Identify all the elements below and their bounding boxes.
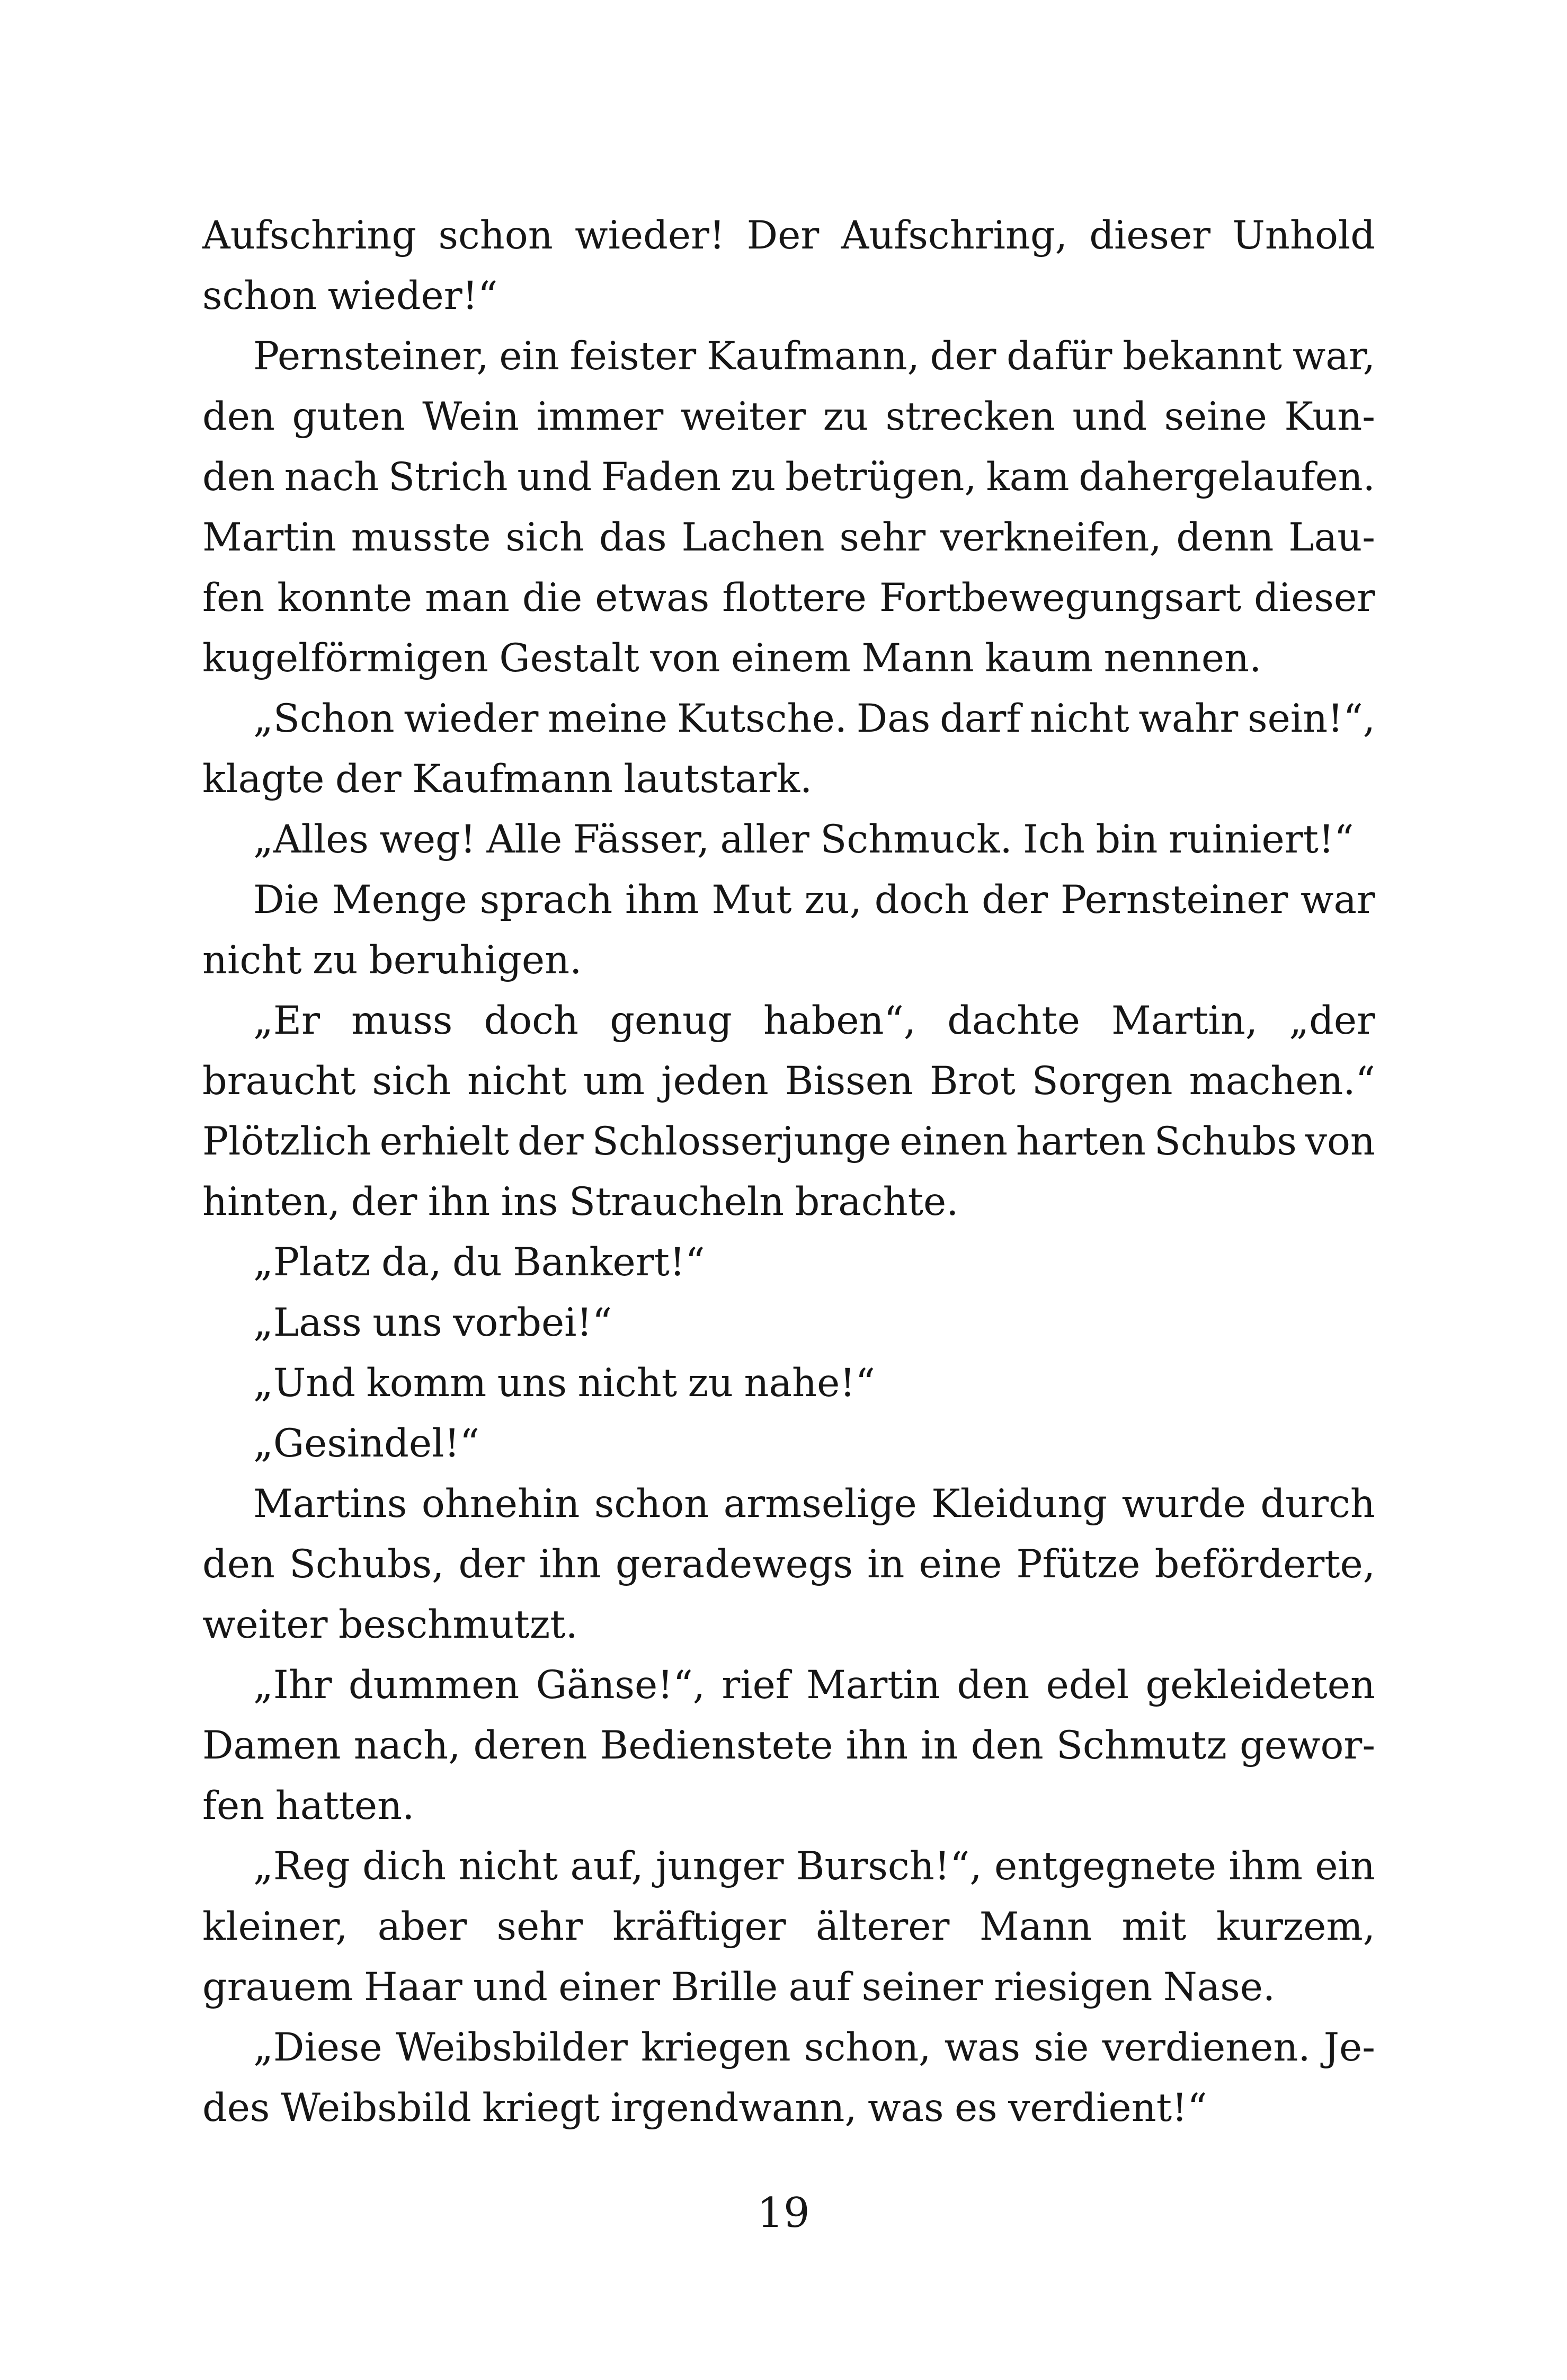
word: zu xyxy=(688,1361,734,1406)
word: nicht xyxy=(458,1844,558,1889)
word: gekleideten xyxy=(1145,1663,1375,1708)
word: bekannt xyxy=(1123,334,1283,379)
word: einen xyxy=(900,1119,1008,1164)
text-line xyxy=(202,1595,1375,1655)
word: was xyxy=(944,2025,1021,2070)
word: einem xyxy=(731,636,851,681)
text-line xyxy=(202,810,1375,870)
word: von xyxy=(1305,1119,1375,1164)
word: war, xyxy=(1292,334,1375,379)
text-line xyxy=(202,1474,1375,1534)
word: braucht xyxy=(202,1059,356,1104)
text-line xyxy=(202,1716,1375,1776)
word: Strich xyxy=(388,455,508,500)
word: der xyxy=(517,1119,584,1164)
word: uns xyxy=(497,1361,567,1406)
word: was xyxy=(868,2085,944,2130)
word: zu, xyxy=(804,877,862,922)
word: ohnehin xyxy=(421,1481,580,1526)
word: „der xyxy=(1289,998,1375,1043)
word: Martin xyxy=(806,1663,941,1708)
word: Fässer, xyxy=(573,817,710,862)
word: ins xyxy=(501,1179,558,1224)
word: denn xyxy=(1176,515,1274,560)
word: Mut xyxy=(711,877,792,922)
word: ihn xyxy=(539,1542,601,1587)
word: kurzem, xyxy=(1216,1904,1375,1949)
word: Menge xyxy=(332,877,467,922)
word: Martin, xyxy=(1111,998,1258,1043)
word: hatten. xyxy=(275,1783,415,1828)
word: das xyxy=(599,515,667,560)
word: kam xyxy=(986,455,1070,500)
word: edel xyxy=(1046,1663,1129,1708)
word: „Alles xyxy=(253,817,369,862)
word: zu xyxy=(313,938,358,983)
word: Unhold xyxy=(1232,213,1375,258)
word: schon xyxy=(594,1481,709,1526)
word: den xyxy=(202,1542,275,1587)
word: nicht xyxy=(1030,696,1129,741)
word: Pernsteiner, xyxy=(253,334,489,379)
word: wieder xyxy=(404,696,539,741)
word: muss xyxy=(351,998,453,1043)
page-number: 19 xyxy=(757,2189,810,2237)
text-line xyxy=(202,1051,1375,1112)
word: flottere xyxy=(722,575,867,620)
word: sich xyxy=(505,515,585,560)
word: Damen xyxy=(202,1723,341,1768)
text-line xyxy=(202,1957,1375,2018)
word: durch xyxy=(1260,1481,1375,1526)
text-line xyxy=(202,1655,1375,1716)
word: schon xyxy=(202,273,317,318)
word: beruhigen. xyxy=(368,938,582,983)
word: Haar xyxy=(364,1965,462,2010)
word: weg! xyxy=(379,817,476,862)
word: wahr xyxy=(1138,696,1239,741)
word: genug xyxy=(610,998,732,1043)
word: Pfütze xyxy=(1016,1542,1141,1587)
word: zu xyxy=(823,394,869,439)
word: schon xyxy=(438,213,553,258)
word: Sorgen xyxy=(1031,1059,1173,1104)
word: ruiniert!“ xyxy=(1168,817,1354,862)
word: Bissen xyxy=(785,1059,913,1104)
word: sein!“, xyxy=(1248,696,1375,741)
word: Kutsche. xyxy=(676,696,847,741)
word: „Reg xyxy=(253,1844,350,1889)
word: Schlosserjunge xyxy=(592,1119,892,1164)
word: Aufschring, xyxy=(841,213,1067,258)
word: junger xyxy=(655,1844,784,1889)
word: dachte xyxy=(947,998,1080,1043)
word: den xyxy=(957,1663,1030,1708)
word: war xyxy=(1301,877,1375,922)
word: „Und xyxy=(253,1361,356,1406)
word: und xyxy=(517,455,592,500)
word: es xyxy=(954,2085,998,2130)
word: der xyxy=(351,1179,417,1224)
word: Kleidung xyxy=(931,1481,1108,1526)
text-line xyxy=(202,1172,1375,1232)
word: dieser xyxy=(1089,213,1211,258)
word: kriegt xyxy=(482,2085,600,2130)
word: riesigen xyxy=(994,1965,1153,2010)
word: nicht xyxy=(577,1361,678,1406)
word: dahergelaufen. xyxy=(1079,455,1375,500)
word: den xyxy=(202,455,275,500)
word: Pernsteiner xyxy=(1060,877,1288,922)
word: weiter xyxy=(680,394,806,439)
word: Bursch!“, xyxy=(796,1844,982,1889)
text-line xyxy=(202,1534,1375,1595)
word: der xyxy=(458,1542,525,1587)
word: dafür xyxy=(1007,334,1112,379)
text-line xyxy=(202,1414,1375,1474)
word: einer xyxy=(558,1965,660,2010)
word: sprach xyxy=(479,877,613,922)
word: und xyxy=(473,1965,548,2010)
word: dich xyxy=(362,1844,447,1889)
word: Schmutz xyxy=(1056,1723,1227,1768)
word: „Schon xyxy=(253,696,395,741)
word: Kaufmann, xyxy=(706,334,920,379)
word: „Platz xyxy=(253,1240,371,1285)
word: Weibsbild xyxy=(280,2085,471,2130)
word: Schmuck. xyxy=(820,817,1012,862)
text-line xyxy=(202,568,1375,628)
word: nicht xyxy=(467,1059,567,1104)
word: kräftiger xyxy=(612,1904,786,1949)
word: deren xyxy=(473,1723,587,1768)
word: rief xyxy=(722,1663,790,1708)
word: Kaufmann xyxy=(412,757,613,802)
word: ihn xyxy=(428,1179,491,1224)
word: von xyxy=(650,636,720,681)
text-line xyxy=(202,387,1375,447)
word: komm xyxy=(366,1361,487,1406)
word: Gestalt xyxy=(499,636,639,681)
word: kleiner, xyxy=(202,1904,348,1949)
word: beförderte, xyxy=(1154,1542,1375,1587)
word: hinten, xyxy=(202,1179,341,1224)
word: Brot xyxy=(929,1059,1016,1104)
word: verkneifen, xyxy=(940,515,1162,560)
word: harten xyxy=(1016,1119,1146,1164)
word: jeden xyxy=(661,1059,769,1104)
word: lautstark. xyxy=(624,757,813,802)
word: nach xyxy=(284,455,379,500)
word: sehr xyxy=(839,515,926,560)
word: Bedienstete xyxy=(600,1723,833,1768)
word: haben“, xyxy=(763,998,916,1043)
word: Mann xyxy=(861,636,974,681)
text-line xyxy=(202,991,1375,1051)
word: feister xyxy=(569,334,697,379)
text-line xyxy=(202,1112,1375,1172)
word: auf, xyxy=(570,1844,644,1889)
word: musste xyxy=(351,515,491,560)
word: und xyxy=(1072,394,1147,439)
word: verdienen. xyxy=(1102,2025,1311,2070)
word: der xyxy=(982,877,1048,922)
body-text xyxy=(202,206,1375,2138)
word: Wein xyxy=(422,394,519,439)
word: Fortbewegungsart xyxy=(879,575,1242,620)
word: Kun- xyxy=(1284,394,1375,439)
word: nach, xyxy=(353,1723,461,1768)
word: entgegnete xyxy=(994,1844,1216,1889)
word: da, xyxy=(381,1240,442,1285)
word: meine xyxy=(548,696,668,741)
text-line xyxy=(202,1897,1375,1957)
text-line xyxy=(202,1293,1375,1353)
word: die xyxy=(522,575,583,620)
word: guten xyxy=(292,394,405,439)
word: Schubs xyxy=(1154,1119,1297,1164)
text-line xyxy=(202,2018,1375,2078)
word: „Lass xyxy=(253,1300,362,1345)
text-line xyxy=(202,689,1375,749)
word: sie xyxy=(1034,2025,1089,2070)
word: dummen xyxy=(348,1663,520,1708)
word: „Diese xyxy=(253,2025,382,2070)
word: betrügen, xyxy=(785,455,977,500)
word: sich xyxy=(372,1059,451,1104)
word: eine xyxy=(919,1542,1002,1587)
word: Die xyxy=(253,877,320,922)
word: „Ihr xyxy=(253,1663,332,1708)
word: grauem xyxy=(202,1965,353,2010)
text-line xyxy=(202,326,1375,387)
word: dieser xyxy=(1254,575,1375,620)
word: ihn xyxy=(845,1723,909,1768)
word: wurde xyxy=(1121,1481,1246,1526)
word: schon, xyxy=(804,2025,931,2070)
word: Bankert!“ xyxy=(513,1240,705,1285)
text-line xyxy=(202,628,1375,689)
word: Martins xyxy=(253,1481,407,1526)
word: gewor- xyxy=(1240,1723,1375,1768)
text-line xyxy=(202,2078,1375,2138)
word: nahe!“ xyxy=(744,1361,875,1406)
word: klagte xyxy=(202,757,325,802)
word: den xyxy=(202,394,275,439)
word: ein xyxy=(1315,1844,1375,1889)
word: älterer xyxy=(816,1904,950,1949)
word: des xyxy=(202,2085,270,2130)
word: nennen. xyxy=(1103,636,1262,681)
word: kaum xyxy=(985,636,1093,681)
word: der xyxy=(930,334,996,379)
word: Das xyxy=(856,696,931,741)
word: zu xyxy=(730,455,776,500)
word: weiter xyxy=(202,1602,328,1647)
word: Plötzlich xyxy=(202,1119,371,1164)
word: Mann xyxy=(979,1904,1092,1949)
word: auf xyxy=(788,1965,851,2010)
word: bin xyxy=(1096,817,1158,862)
word: etwas xyxy=(595,575,710,620)
text-line xyxy=(202,1776,1375,1836)
text-line xyxy=(202,447,1375,508)
word: mit xyxy=(1121,1904,1187,1949)
word: vorbei!“ xyxy=(453,1300,612,1345)
text-line xyxy=(202,870,1375,930)
word: Nase. xyxy=(1163,1965,1276,2010)
word: du xyxy=(452,1240,502,1285)
word: strecken xyxy=(885,394,1055,439)
word: Brille xyxy=(671,1965,778,2010)
word: der xyxy=(335,757,402,802)
word: doch xyxy=(484,998,579,1043)
word: „Gesindel!“ xyxy=(253,1421,480,1466)
word: seine xyxy=(1164,394,1267,439)
word: ihm xyxy=(1228,1844,1303,1889)
word: Martin xyxy=(202,515,336,560)
word: ihm xyxy=(625,877,699,922)
word: kugelförmigen xyxy=(202,636,488,681)
word: beschmutzt. xyxy=(338,1602,578,1647)
word: Lau- xyxy=(1288,515,1375,560)
word: fen xyxy=(202,1783,265,1828)
word: Straucheln xyxy=(568,1179,785,1224)
word: uns xyxy=(372,1300,442,1345)
word: verdient!“ xyxy=(1008,2085,1207,2130)
word: fen xyxy=(202,575,265,620)
word: konnte xyxy=(277,575,413,620)
text-line xyxy=(202,749,1375,810)
text-line xyxy=(202,1232,1375,1293)
word: Alle xyxy=(486,817,563,862)
word: Aufschring xyxy=(202,213,417,258)
word: nicht xyxy=(202,938,302,983)
word: brachte. xyxy=(795,1179,959,1224)
word: sehr xyxy=(496,1904,583,1949)
word: man xyxy=(425,575,510,620)
word: wieder! xyxy=(575,213,725,258)
text-line xyxy=(202,266,1375,326)
word: in xyxy=(867,1542,905,1587)
word: machen.“ xyxy=(1189,1059,1375,1104)
word: in xyxy=(921,1723,958,1768)
text-line xyxy=(202,1353,1375,1414)
word: kriegen xyxy=(641,2025,791,2070)
text-line xyxy=(202,930,1375,991)
word: darf xyxy=(940,696,1021,741)
word: seiner xyxy=(861,1965,983,2010)
word: geradewegs xyxy=(615,1542,853,1587)
word: armselige xyxy=(723,1481,917,1526)
text-line xyxy=(202,1836,1375,1897)
word: Je- xyxy=(1323,2025,1375,2070)
word: ein xyxy=(499,334,559,379)
word: Ich xyxy=(1023,817,1085,862)
word: erhielt xyxy=(379,1119,510,1164)
word: den xyxy=(971,1723,1044,1768)
word: Lachen xyxy=(681,515,825,560)
word: um xyxy=(583,1059,645,1104)
word: immer xyxy=(536,394,664,439)
word: irgendwann, xyxy=(610,2085,857,2130)
word: Schubs, xyxy=(289,1542,444,1587)
word: aller xyxy=(720,817,809,862)
word: „Er xyxy=(253,998,320,1043)
word: wieder!“ xyxy=(327,273,498,318)
word: Weibsbilder xyxy=(395,2025,628,2070)
word: Der xyxy=(746,213,820,258)
text-line xyxy=(202,206,1375,266)
word: aber xyxy=(377,1904,467,1949)
text-line xyxy=(202,508,1375,568)
word: Faden xyxy=(601,455,722,500)
word: Gänse!“, xyxy=(536,1663,706,1708)
word: doch xyxy=(874,877,969,922)
